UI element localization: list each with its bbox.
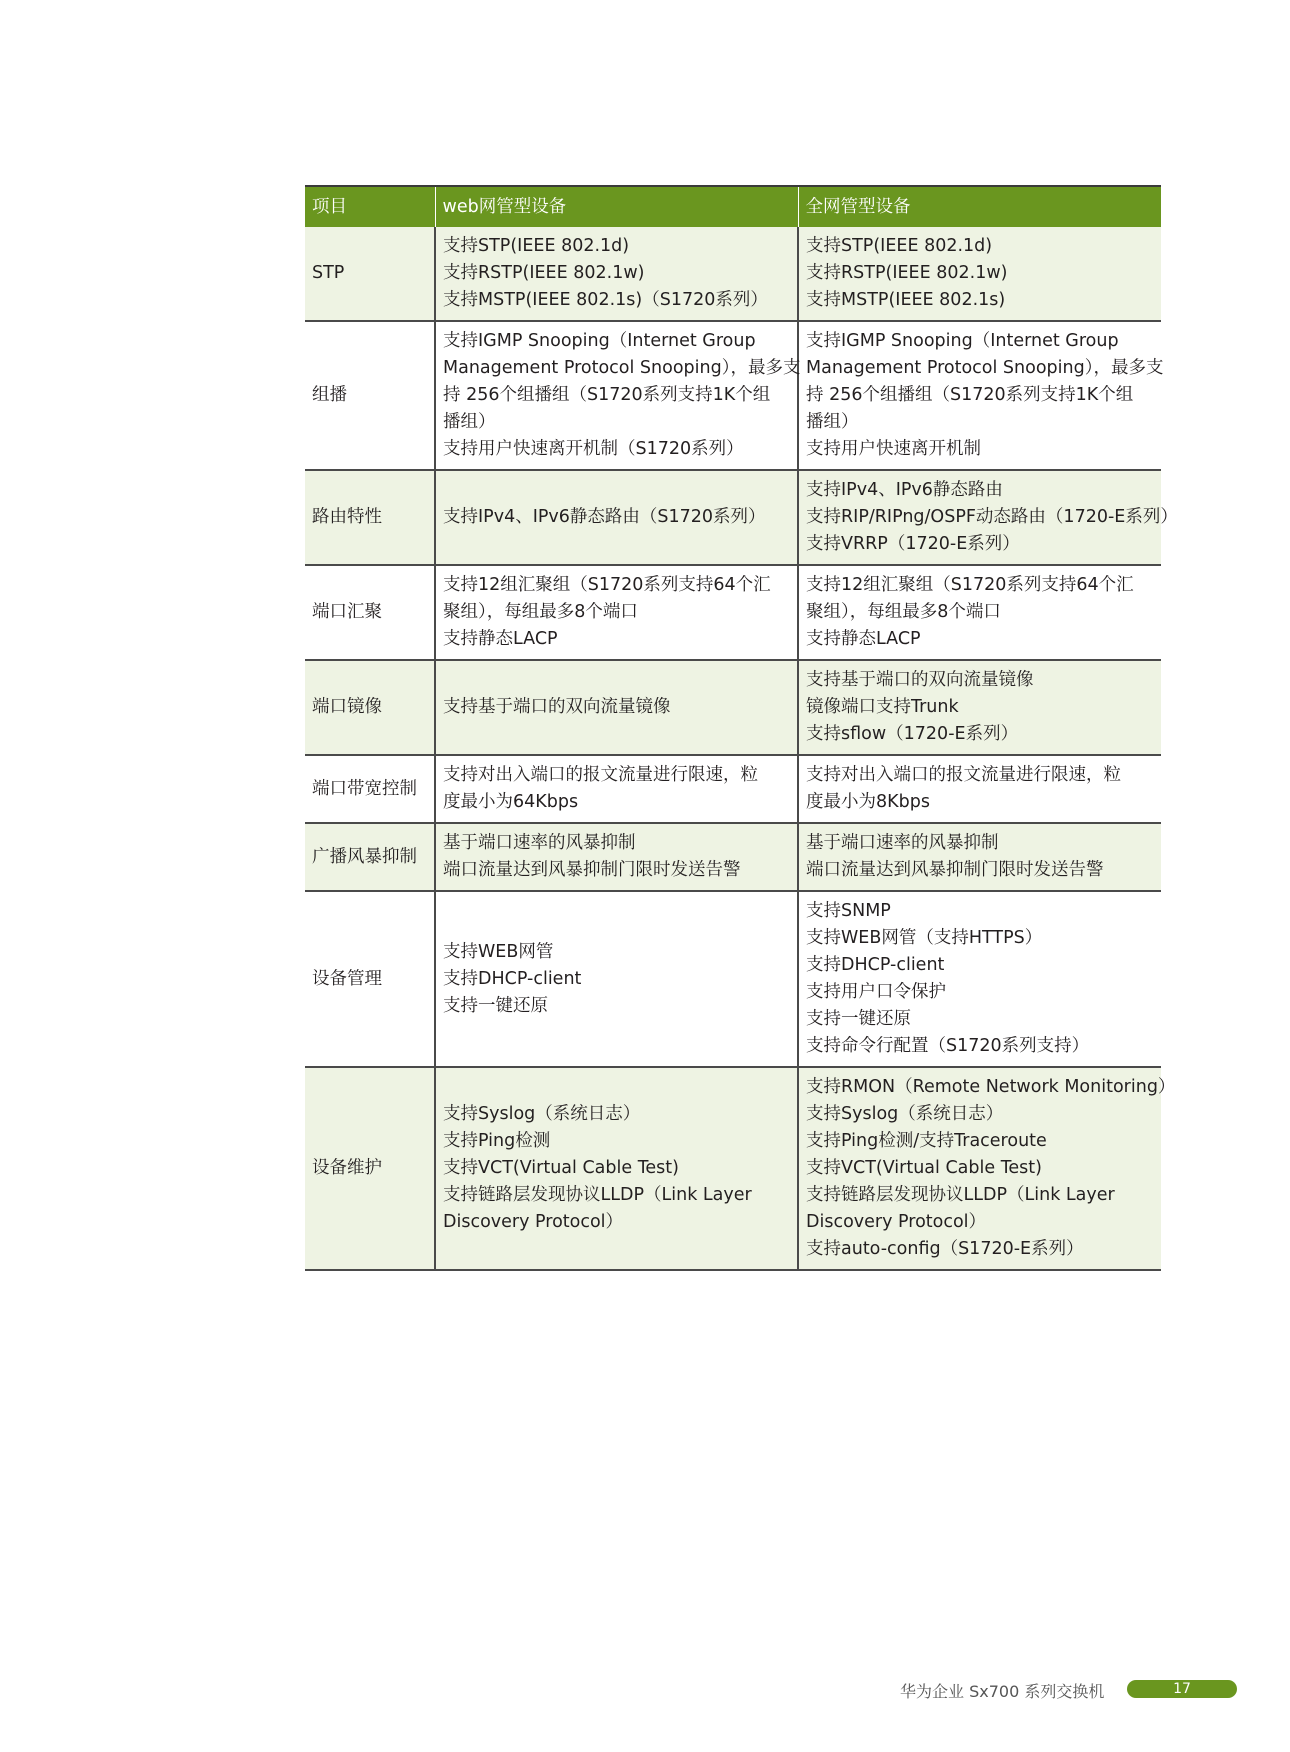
cell-line: 度最小为8Kbps (806, 792, 930, 812)
row-item-label: 端口带宽控制 (305, 755, 435, 823)
cell-line: 基于端口速率的风暴抑制 (806, 833, 999, 853)
cell-line: 支持STP(IEEE 802.1d) (443, 236, 630, 256)
cell-line: 支持基于端口的双向流量镜像 (806, 670, 1034, 690)
cell-line: 聚组），每组最多8个端口 (806, 602, 1001, 622)
cell-line: 支持RMON（Remote Network Monitoring） (806, 1077, 1176, 1097)
cell-line: Discovery Protocol） (806, 1212, 987, 1232)
row-item-label: 组播 (305, 321, 435, 470)
cell-line: 播组） (806, 412, 859, 432)
cell-line: 支持12组汇聚组（S1720系列支持64个汇 (806, 575, 1134, 595)
header-fully-managed: 全网管型设备 (798, 186, 1161, 227)
cell-line: 支持基于端口的双向流量镜像 (443, 697, 671, 717)
cell-line: Management Protocol Snooping），最多支 (443, 358, 801, 378)
web-managed-cell (435, 660, 798, 755)
cell-line: 支持静态LACP (806, 629, 921, 649)
table-row (305, 565, 1161, 660)
fully-managed-cell (798, 823, 1161, 891)
fully-managed-cell (798, 1067, 1176, 1270)
header-item: 项目 (305, 186, 435, 227)
fully-managed-cell (798, 660, 1161, 755)
cell-line: Management Protocol Snooping），最多支 (806, 358, 1164, 378)
cell-line: 支持STP(IEEE 802.1d) (806, 236, 993, 256)
table-row (305, 227, 1161, 321)
cell-line: 支持WEB网管（支持HTTPS） (806, 928, 1043, 948)
cell-line: 支持用户快速离开机制（S1720系列） (443, 439, 744, 459)
cell-line: 持 256个组播组（S1720系列支持1K个组 (806, 385, 1134, 405)
cell-line: 播组） (443, 412, 496, 432)
cell-line: 端口流量达到风暴抑制门限时发送告警 (806, 860, 1104, 880)
fully-managed-cell (798, 565, 1161, 660)
cell-line: 支持VRRP（1720-E系列） (806, 534, 1020, 554)
table-row (305, 755, 1161, 823)
cell-line: 支持用户快速离开机制 (806, 439, 981, 459)
cell-line: 支持IPv4、IPv6静态路由（S1720系列） (443, 507, 766, 527)
table-row (305, 891, 1161, 1067)
row-item-label: 设备维护 (305, 1067, 435, 1270)
table-row (305, 321, 1161, 470)
cell-line: 支持auto-config（S1720-E系列） (806, 1239, 1084, 1259)
header-web-managed: web网管型设备 (435, 186, 798, 227)
cell-line: 支持DHCP-client (806, 955, 945, 975)
cell-line: 支持IGMP Snooping（Internet Group (806, 331, 1119, 351)
cell-line: 支持IPv4、IPv6静态路由 (806, 480, 1003, 500)
cell-line: 度最小为64Kbps (443, 792, 579, 812)
cell-line: 支持一键还原 (806, 1009, 911, 1029)
cell-line: 支持链路层发现协议LLDP（Link Layer (443, 1185, 752, 1205)
web-managed-cell (435, 823, 798, 891)
cell-line: 支持命令行配置（S1720系列支持） (806, 1036, 1090, 1056)
fully-managed-cell (798, 755, 1161, 823)
fully-managed-cell (798, 891, 1161, 1067)
web-managed-cell (435, 891, 798, 1067)
table-row (305, 1067, 1161, 1270)
cell-line: 支持MSTP(IEEE 802.1s)（S1720系列） (443, 290, 768, 310)
row-item-label: 设备管理 (305, 891, 435, 1067)
cell-line: 支持用户口令保护 (806, 982, 946, 1002)
cell-line: 基于端口速率的风暴抑制 (443, 833, 636, 853)
web-managed-cell (435, 321, 801, 470)
cell-line: 支持静态LACP (443, 629, 558, 649)
fully-managed-cell (798, 321, 1164, 470)
table-body (305, 227, 1178, 1270)
spec-table (305, 185, 1178, 1271)
cell-line: 支持VCT(Virtual Cable Test) (443, 1158, 679, 1178)
cell-line: 聚组），每组最多8个端口 (443, 602, 638, 622)
cell-line: 支持SNMP (806, 901, 891, 921)
table-header-row (305, 186, 1161, 227)
cell-line: 支持WEB网管 (443, 941, 554, 962)
cell-line: 支持MSTP(IEEE 802.1s) (806, 290, 1006, 310)
cell-line: 支持链路层发现协议LLDP（Link Layer (806, 1185, 1115, 1205)
row-item-label: 广播风暴抑制 (305, 823, 435, 891)
web-managed-cell (435, 227, 798, 321)
cell-line: 支持RSTP(IEEE 802.1w) (806, 263, 1008, 283)
cell-line: 持 256个组播组（S1720系列支持1K个组 (443, 385, 771, 405)
row-item-label: 端口镜像 (305, 660, 435, 755)
cell-line: 支持Syslog（系统日志） (806, 1104, 1004, 1124)
cell-line: 支持RIP/RIPng/OSPF动态路由（1720-E系列） (806, 507, 1178, 527)
table-row (305, 470, 1161, 565)
web-managed-cell (435, 470, 798, 565)
fully-managed-cell (798, 470, 1178, 565)
cell-line: 支持Ping检测 (443, 1131, 551, 1151)
web-managed-cell (435, 1067, 798, 1270)
row-item-label: 路由特性 (305, 470, 435, 565)
cell-line: 支持VCT(Virtual Cable Test) (806, 1158, 1042, 1178)
cell-line: 支持对出入端口的报文流量进行限速，粒 (806, 765, 1121, 785)
table-row (305, 823, 1161, 891)
cell-line: Discovery Protocol） (443, 1212, 624, 1232)
cell-line: 端口流量达到风暴抑制门限时发送告警 (443, 860, 741, 880)
fully-managed-cell (798, 227, 1161, 321)
row-item-label: STP (305, 227, 435, 321)
table-row (305, 660, 1161, 755)
cell-line: 支持DHCP-client (443, 968, 582, 989)
cell-line: 支持对出入端口的报文流量进行限速，粒 (443, 765, 758, 785)
cell-line: 支持一键还原 (443, 995, 548, 1016)
cell-line: 支持IGMP Snooping（Internet Group (443, 331, 756, 351)
cell-line: 支持RSTP(IEEE 802.1w) (443, 263, 645, 283)
web-managed-cell (435, 755, 798, 823)
cell-line: 支持Ping检测/支持Traceroute (806, 1131, 1047, 1151)
web-managed-cell (435, 565, 798, 660)
cell-line: 镜像端口支持Trunk (806, 697, 959, 717)
cell-line: 支持12组汇聚组（S1720系列支持64个汇 (443, 575, 771, 595)
footer-title: 华为企业 Sx700 系列交换机 (900, 1682, 1105, 1701)
page-number: 17 (1127, 1680, 1237, 1698)
cell-line: 支持Syslog（系统日志） (443, 1104, 641, 1124)
cell-line: 支持sflow（1720-E系列） (806, 724, 1019, 744)
row-item-label: 端口汇聚 (305, 565, 435, 660)
